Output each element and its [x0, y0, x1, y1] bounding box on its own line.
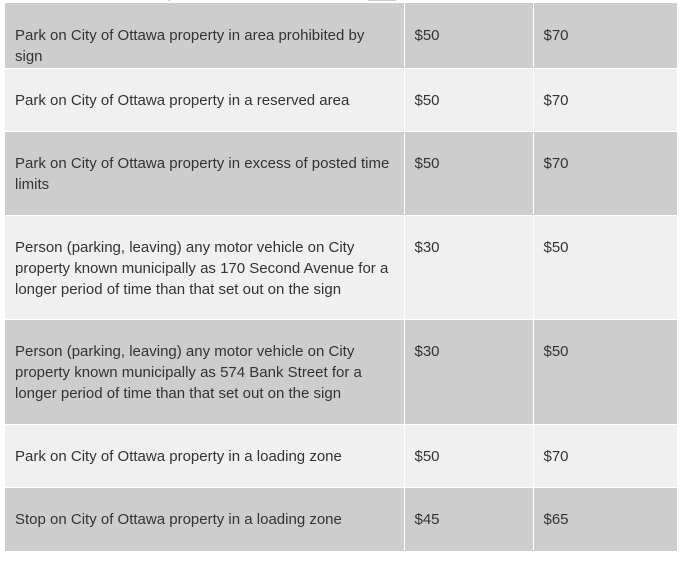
- table-row: [5, 424, 677, 487]
- edge-mark: [168, 0, 170, 1]
- table-row: [5, 3, 677, 68]
- table-row: [5, 215, 677, 319]
- table-row: [5, 487, 677, 551]
- set-fine-cell: $50: [404, 131, 533, 215]
- fines-table-body: [5, 3, 677, 551]
- fines-table: [5, 3, 677, 552]
- table-row: [5, 319, 677, 424]
- table-row: [5, 131, 677, 215]
- set-fine-cell: $50: [404, 3, 533, 68]
- edge-mark: [368, 0, 396, 1]
- total-fine-cell: $70: [533, 424, 677, 487]
- offence-cell: Person (parking, leaving) any motor vehicle on City property known municipally as 574 Bank Street for a longer period of time than that set out on the sign: [5, 319, 404, 424]
- table-row: [5, 68, 677, 131]
- total-fine-cell: $70: [533, 131, 677, 215]
- offence-cell: Park on City of Ottawa property in a loading zone: [5, 424, 404, 487]
- set-fine-cell: $50: [404, 424, 533, 487]
- set-fine-cell: $45: [404, 487, 533, 551]
- total-fine-cell: $50: [533, 215, 677, 319]
- offence-cell: Person (parking, leaving) any motor vehicle on City property known municipally as 170 Second Avenue for a longer period of time than that set out on the sign: [5, 215, 404, 319]
- total-fine-cell: $65: [533, 487, 677, 551]
- offence-cell: Park on City of Ottawa property in excess of posted time limits: [5, 131, 404, 215]
- set-fine-cell: $30: [404, 215, 533, 319]
- offence-cell: Stop on City of Ottawa property in a loading zone: [5, 487, 404, 551]
- set-fine-cell: $30: [404, 319, 533, 424]
- offence-cell: Park on City of Ottawa property in a reserved area: [5, 68, 404, 131]
- set-fine-cell: $50: [404, 68, 533, 131]
- total-fine-cell: $70: [533, 3, 677, 68]
- total-fine-cell: $50: [533, 319, 677, 424]
- total-fine-cell: $70: [533, 68, 677, 131]
- offence-cell: Park on City of Ottawa property in area prohibited by sign: [5, 3, 404, 68]
